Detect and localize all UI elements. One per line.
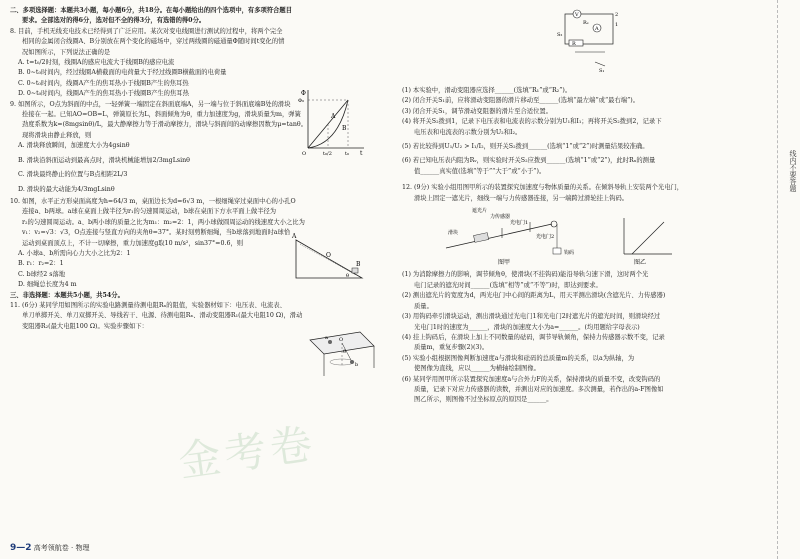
- q11-text-3: 变阻器R₂(最大电阻100 Ω)。实验步骤如下：: [22, 322, 148, 330]
- circuit-r: R: [572, 41, 576, 47]
- q12-label-f: 钩码: [564, 250, 575, 257]
- q12-label-a: 遮光片: [472, 208, 488, 215]
- q11-step-2: (2) 闭合开关S₁前，应将滑动变阻器的滑片移动至______(选填“最左端”或“最右端”)。: [402, 97, 640, 105]
- q9-o-label: O: [326, 252, 331, 259]
- page-number: 9—2: [10, 543, 32, 553]
- q10-theta-label: θ: [343, 349, 347, 355]
- sidebar-char-3: 不: [789, 164, 797, 171]
- q9-option-c: C. 滑块最终静止的位置与B点相距2L/3: [18, 171, 128, 179]
- q12-label-jia: 图甲: [498, 259, 511, 267]
- q9-option-b: B. 滑块沿斜面运动到最高点时，滑块机械能增加2/3mgLsinθ: [18, 156, 190, 164]
- q9-incline-figure: [290, 228, 370, 286]
- right-column: [402, 86, 740, 406]
- q10-a-label: a: [325, 335, 328, 341]
- q10-o-label: O: [339, 337, 344, 343]
- circuit-a: A: [595, 26, 599, 32]
- q9-option-a: A. 滑块释放瞬间，加速度大小为4gsinθ: [18, 142, 130, 150]
- circuit-two: 2: [615, 12, 619, 18]
- q12-step-1b: 电门记录的遮光时间______(选填“相等”或“不等”)时，即达到要求。: [414, 281, 602, 289]
- q8-option-d: D. 0~t₀时间内，线圈A产生的焦耳热小于线圈B产生的焦耳热: [18, 90, 189, 98]
- q12-step-3b: 光电门1时的速度为______，滑块的加速度大小为a=______。(均用题给字母表示): [414, 323, 640, 331]
- q12-step-2b: 质量。: [414, 302, 433, 310]
- circuit-s1: S₁: [599, 68, 605, 74]
- q11-step-6b: 值______真实值(选填“等于”“大于”或“小于”)。: [414, 167, 546, 175]
- q8-text-1: 8. 目前，手机无线充电技术已经得到了广泛应用。某次对变电线圈进行测试的过程中，将两个完全: [10, 27, 283, 35]
- q12-text-1: 12. (9分) 实验小组用图甲所示的装置探究加速度与物体质量的关系。在倾斜导轨上安装两个光电门，: [402, 184, 684, 192]
- q12-text-2: 滑块上固定一遮光片，细线一端与力传感器连接，另一端跨过滑轮挂上钩码。: [414, 194, 629, 202]
- q8-flux-graph: [298, 86, 368, 156]
- q12-label-c: 光电门1: [510, 220, 529, 227]
- q10-text-5: 运动到桌面顶点上，不计一切摩擦，重力加速度g取10 m/s²，sin37°=0.6，则: [22, 239, 244, 247]
- q8-text-3: 况如图所示，下列说法正确的是: [22, 48, 111, 56]
- q12-label-yi: 图乙: [634, 259, 647, 267]
- sidebar-char-6: 题: [789, 185, 797, 192]
- binding-line: [777, 0, 778, 559]
- q12-step-6: (6) 某同学用图甲所示装置探究加速度a与合外力F的关系，保持滑块的质量不变，改变钩码的: [402, 375, 661, 383]
- q8-t0-label: t₀: [345, 151, 350, 156]
- q12-step-1: (1) 为消除摩擦力的影响，调节倾角θ，使滑块(不挂钩码)能沿导轨匀速下滑，这时两个光: [402, 271, 649, 279]
- q12-step-5b: 使图像为直线，应以______为横轴绘制图像。: [414, 365, 540, 373]
- q12-step-3: (3) 用钩码牵引滑块运动，测出滑块通过光电门1和光电门2时遮光片的遮光时间，则滑块经过: [402, 313, 661, 321]
- q12-label-e: 光电门2: [536, 234, 555, 241]
- q8-t-label: t: [360, 150, 363, 156]
- sidebar-char-5: 答: [789, 178, 797, 185]
- sidebar-char-2: 内: [789, 157, 797, 164]
- q12-step-4b: 质量m，重复步骤(2)(3)。: [414, 344, 489, 352]
- binding-margin-notice: [782, 150, 796, 192]
- q10-option-c: C. b球经2 s落地: [18, 270, 66, 278]
- q9-b-label: B: [356, 261, 361, 268]
- q11-step-6: (6) 若已知电压表内阻为Rᵥ，则实验时开关S₂应拨到______(选填“1”或“2”)，此时Rₓ的测量: [402, 157, 656, 165]
- q10-option-d: D. 细绳总长度为4 m: [18, 281, 77, 289]
- q9-text-1: 9. 如图所示，O点为斜面的中点，一轻弹簧一端固定在斜面底端A，另一端与位于斜面底端B处的滑块: [10, 100, 291, 108]
- circuit-rx: Rₓ: [583, 20, 589, 26]
- q9-a-label: A: [292, 233, 297, 240]
- q8-origin-label: O: [302, 151, 307, 156]
- q11-step-1: (1) 本实验中，滑动变阻器应选择______(选填“R₁”或“R₂”)。: [402, 87, 572, 94]
- q10-text-1: 10. 如图，水平正方形桌面高度为h=64/3 m，桌面边长为d=6√3 m，一根细绳穿过桌面中心的小孔O: [10, 197, 296, 205]
- q9-text-3: 劲度系数为k=(8mgsinθ)/L，最大静摩擦力等于滑动摩擦力，滑块与斜面间的动摩擦因数为μ=tanθ。: [22, 121, 308, 129]
- q10-b-label: b: [355, 362, 359, 368]
- q11-text-2: 单刀单掷开关、单刀双掷开关、导线若干、电源、待测电阻Rₓ、滑动变阻器R₁(最大电阻10 Ω)，滑动: [22, 312, 303, 320]
- section2-title: 二、多项选择题：本题共3小题，每小题6分，共18分。在每小题给出的四个选项中，有多项符合题目: [10, 7, 292, 14]
- q10-table-figure: [300, 322, 380, 380]
- circuit-one: 1: [615, 22, 619, 28]
- section3-title: 三、非选择题：本题共5小题，共54分。: [10, 291, 124, 299]
- q12-label-b: 力传感器: [490, 214, 511, 221]
- q12-figures: [402, 204, 732, 266]
- sidebar-char-4: 要: [789, 171, 797, 178]
- q10-option-b: B. r₁：r₂=2：1: [18, 260, 64, 268]
- footer: [10, 543, 89, 553]
- q11-step-4b: 电压表和电流表的示数分别为U₂和I₂。: [414, 128, 522, 136]
- q9-text-4: 现将滑块由静止释放，则: [22, 131, 92, 139]
- q8-option-c: C. 0~t₀时间内，线圈A产生的焦耳热小于线圈B产生的焦耳热: [18, 79, 189, 87]
- q12-step-2: (2) 测出遮光片的宽度为d，两光电门中心间的距离为L，用天平测出滑块(含遮光片、力传感器): [402, 292, 666, 300]
- q12-step-6c: 图乙所示，则图像不过坐标原点的原因是______。: [414, 396, 553, 404]
- q10-text-3: r₂的匀速圆周运动。a、b两小球的质量之比为m₁：m₂=2：1，两小球做圆周运动的线速度大小之比为: [22, 218, 305, 226]
- q11-step-4: (4) 将开关S₂拨到1，记录下电压表和电流表的示数分别为U₁和I₁；再将开关S₂拨到2，记录下: [402, 118, 662, 126]
- q8-option-a: A. t=t₀/2时刻，线圈A的感应电流大于线圈B的感应电流: [18, 59, 175, 67]
- q11-step-3: (3) 闭合开关S₁，调节滑动变阻器的滑片至合适位置。: [402, 107, 552, 115]
- q8-phi-label: Φ: [301, 90, 306, 97]
- q11-step-5: (5) 若比较得到U₁/U₂ > I₁/I₂，则开关S₂拨到______(选填“1”或“2”)时测量结果较准确。: [402, 143, 649, 151]
- q8-half-label: t₀/2: [323, 151, 332, 156]
- q12-step-5: (5) 实验小组根据图像判断加速度a与滑块和砝码的总质量m的关系，以a为纵轴，为: [402, 354, 635, 362]
- section2-title-2: 要求。全部选对的得6分，选对但不全的得3分，有选错的得0分。: [22, 17, 206, 25]
- q9-text-2: 拴接在一起。已知AO=OB=L，弹簧原长为L，斜面倾角为θ，重力加速度为g，滑块质量为m，弹簧: [22, 111, 301, 119]
- q10-option-a: A. 小球a、b所需向心力大小之比为2：1: [18, 249, 131, 257]
- circuit-s2: S₂: [557, 32, 563, 38]
- circuit-v: V: [575, 12, 579, 18]
- q8-b-label: B: [342, 125, 347, 132]
- q11-circuit-diagram: [555, 6, 625, 76]
- watermark: 金考卷: [175, 418, 320, 487]
- sidebar-char-1: 线: [789, 150, 797, 157]
- q8-a-label: A: [331, 113, 336, 120]
- q12-step-4: (4) 挂上钩码后，在滑块上加上不同数量的砝码，调节导轨倾角，保持力传感器示数不变，记录: [402, 333, 665, 341]
- q8-text-2: 相同的金属闭合线圈A、B分别放在两个变化的磁场中，穿过两线圈的磁通量Φ随时间t变化的情: [22, 38, 285, 46]
- q12-label-d: 滑块: [448, 230, 459, 237]
- q9-option-d: D. 滑块的最大动能为4/3mgLsinθ: [18, 185, 115, 193]
- q9-theta-label: θ: [346, 273, 350, 279]
- q11-text-1: 11. (6分) 某同学用如图所示的实验电路测量待测电阻Rₓ的阻值，实验器材如下：电压表、电流表、: [10, 301, 286, 309]
- footer-text: 高考领航卷 · 物理: [33, 544, 90, 552]
- q12-step-6b: 质量，记录下对应力传感器的读数，并测出对应的加速度。多次测量，若作出的a-F图像如: [414, 385, 664, 393]
- q8-option-b: B. 0~t₀时间内，经过线圈A横截面的电荷量大于经过线圈B横截面的电荷量: [18, 69, 227, 77]
- q8-phi0-label: Φ₀: [298, 98, 305, 104]
- q10-text-2: 连接a、b两球。a球在桌面上做半径为r₁的匀速圆周运动，b球在桌面下方水平面上做半径为: [22, 208, 277, 216]
- q10-text-4: v₁：v₂=√3：√3，O点连接与竖直方向的夹角θ=37°。某时刻剪断细绳，当b球落到地面时a球恰: [22, 229, 291, 237]
